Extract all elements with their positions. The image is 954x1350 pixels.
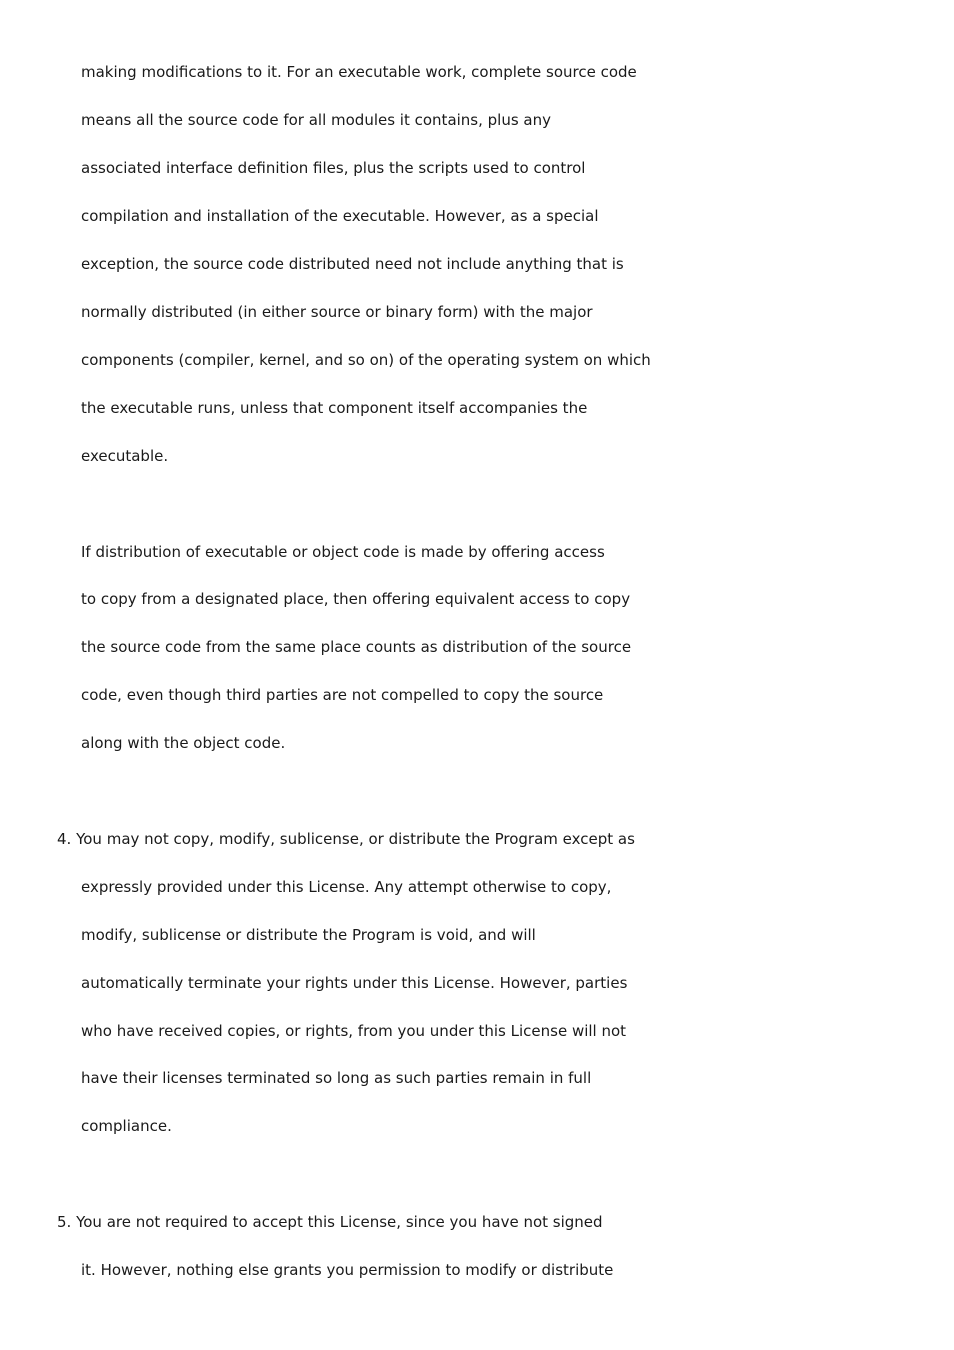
text-line: modify, sublicense or distribute the Program is void, and will bbox=[81, 926, 536, 944]
text-line: executable. bbox=[81, 447, 169, 465]
text-line: If distribution of executable or object code is made by offering access bbox=[81, 543, 605, 561]
text-line: exception, the source code distributed need not include anything that is bbox=[81, 255, 624, 273]
text-line: it. However, nothing else grants you permission to modify or distribute bbox=[81, 1261, 614, 1279]
text-line: along with the object code. bbox=[81, 734, 286, 752]
text-line: making modifications to it. For an executable work, complete source code bbox=[81, 63, 637, 81]
text-line: compilation and installation of the executable. However, as a special bbox=[81, 207, 599, 225]
section-5-heading-line: 5. You are not required to accept this License, since you have not signed bbox=[57, 1213, 603, 1231]
text-line: to copy from a designated place, then offering equivalent access to copy bbox=[81, 590, 631, 608]
text-line: automatically terminate your rights under this License. However, parties bbox=[81, 974, 628, 992]
text-line: associated interface definition files, plus the scripts used to control bbox=[81, 159, 586, 177]
text-line: compliance. bbox=[81, 1117, 172, 1135]
text-line: the executable runs, unless that component itself accompanies the bbox=[81, 399, 588, 417]
text-line: expressly provided under this License. Any attempt otherwise to copy, bbox=[81, 878, 612, 896]
text-line: the source code from the same place counts as distribution of the source bbox=[81, 638, 632, 656]
text-line: who have received copies, or rights, from you under this License will not bbox=[81, 1022, 627, 1040]
text-line: normally distributed (in either source or binary form) with the major bbox=[81, 303, 593, 321]
text-line: components (compiler, kernel, and so on) of the operating system on which bbox=[81, 351, 651, 369]
text-line: have their licenses terminated so long as such parties remain in full bbox=[81, 1069, 592, 1087]
text-line: means all the source code for all modules it contains, plus any bbox=[81, 111, 552, 129]
text-line: code, even though third parties are not compelled to copy the source bbox=[81, 686, 604, 704]
section-4-heading-line: 4. You may not copy, modify, sublicense, or distribute the Program except as bbox=[57, 830, 635, 848]
